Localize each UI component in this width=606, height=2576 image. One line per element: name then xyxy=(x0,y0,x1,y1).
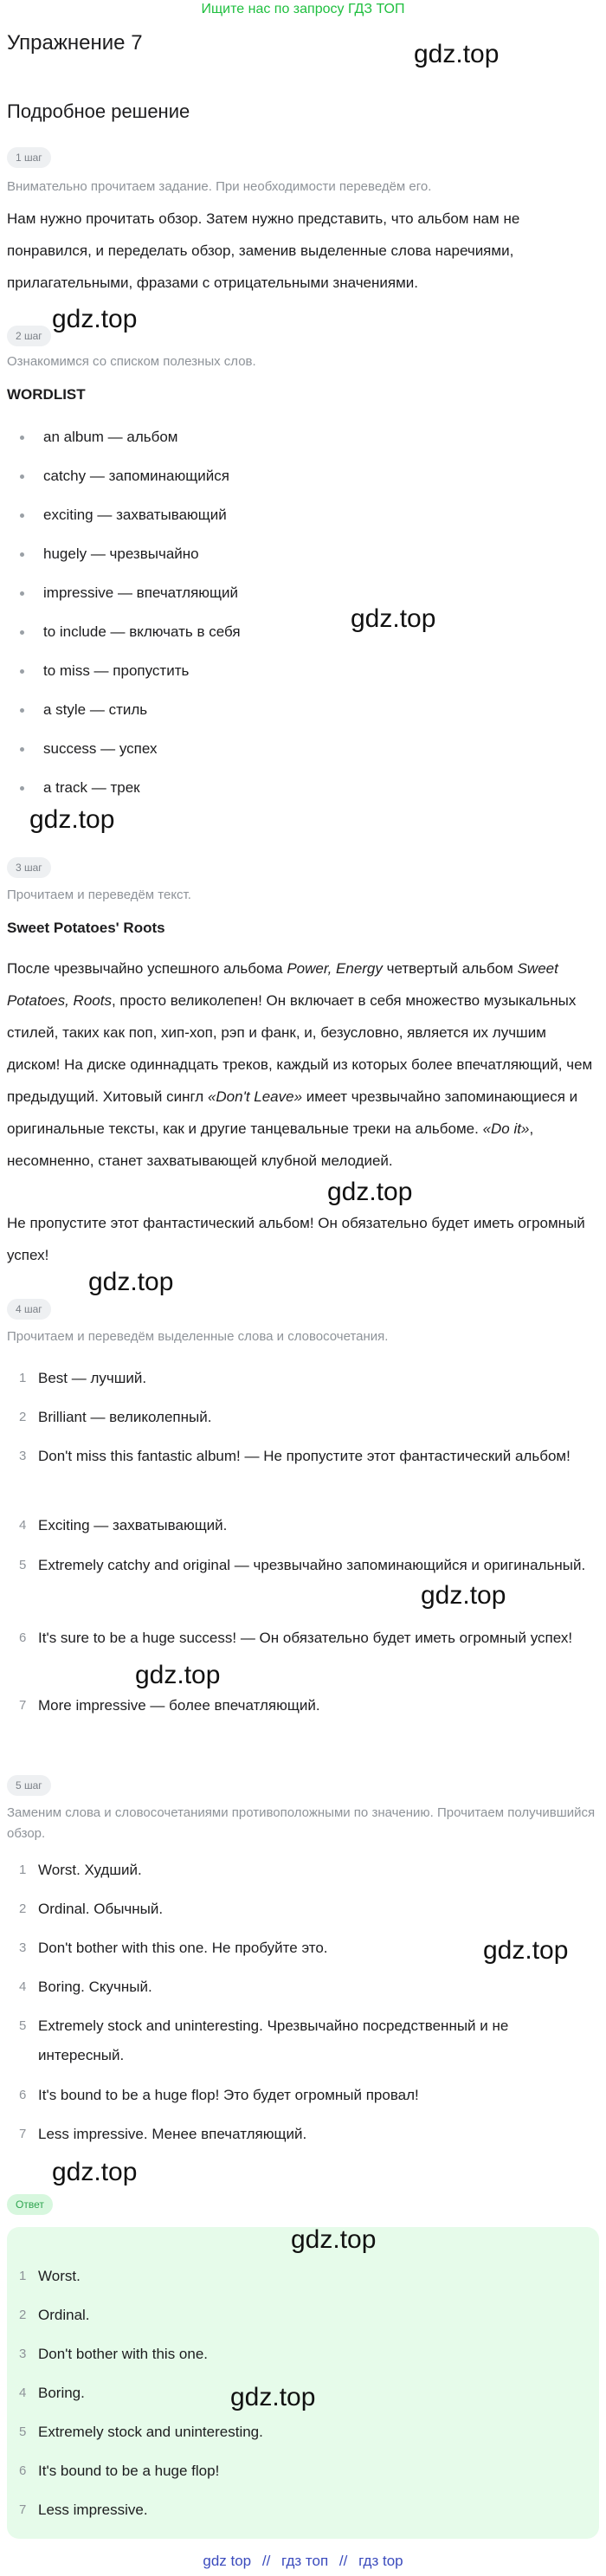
step-2-chip: 2 шаг xyxy=(7,326,51,346)
list-item: 3 Don't bother with this one. xyxy=(19,2346,209,2362)
list-item: 6 It's sure to be a huge success! — Он обязательно будет иметь огромный успех! xyxy=(19,1630,573,1646)
footer-links xyxy=(0,2553,606,2570)
list-item: 7 Less impressive. Менее впечатляющий. xyxy=(19,2126,307,2142)
bullet-icon xyxy=(20,747,24,752)
list-item: impressive — впечатляющий xyxy=(7,582,526,604)
review-title: Sweet Potatoes' Roots xyxy=(7,920,165,936)
list-item: an album — альбом xyxy=(7,426,526,449)
watermark: gdz.top xyxy=(52,2158,138,2186)
watermark: gdz.top xyxy=(327,1178,413,1206)
watermark: gdz.top xyxy=(414,40,500,68)
list-item: 5 Extremely stock and uninteresting. xyxy=(19,2424,263,2440)
bullet-icon xyxy=(20,475,24,479)
list-item: 1 Worst. Худший. xyxy=(19,1862,142,1878)
footer-link[interactable]: гдз top xyxy=(358,2553,403,2569)
list-item: hugely — чрезвычайно xyxy=(7,543,526,565)
bullet-icon xyxy=(20,436,24,440)
list-item: 6 It's bound to be a huge flop! xyxy=(19,2463,220,2479)
list-item: catchy — запоминающийся xyxy=(7,465,526,487)
bullet-icon xyxy=(20,708,24,713)
footer-separator: // xyxy=(261,2553,271,2569)
bullet-icon xyxy=(20,513,24,518)
list-item: to miss — пропустить xyxy=(7,660,526,682)
bullet-icon xyxy=(20,786,24,791)
step-3-note: Прочитаем и переведём текст. xyxy=(7,888,191,902)
list-item: 5 Extremely catchy and original — чрезвычайно запоминающийся и оригинальный. xyxy=(19,1557,586,1573)
step-1-chip: 1 шаг xyxy=(7,147,51,168)
page-title: Упражнение 7 xyxy=(7,31,143,55)
step-5-chip: 5 шаг xyxy=(7,1775,51,1796)
watermark: gdz.top xyxy=(291,2225,377,2254)
list-item: 3 Don't miss this fantastic album! — Не пропустите этот фантастический альбом! xyxy=(19,1448,571,1464)
list-item: to include — включать в себя xyxy=(7,621,526,643)
list-item: 7 More impressive — более впечатляющий. xyxy=(19,1697,320,1714)
step-4-chip: 4 шаг xyxy=(7,1299,51,1320)
list-item: a style — стиль xyxy=(7,699,526,721)
watermark: gdz.top xyxy=(88,1268,174,1296)
watermark: gdz.top xyxy=(230,2383,316,2411)
bullet-icon xyxy=(20,630,24,635)
step-1-note: Внимательно прочитаем задание. При необходимости переведём его. xyxy=(7,179,432,194)
watermark: gdz.top xyxy=(29,805,115,834)
list-item: 4 Boring. Скучный. xyxy=(19,1979,152,1995)
step-3-chip: 3 шаг xyxy=(7,857,51,878)
answer-chip: Ответ xyxy=(7,2194,53,2215)
top-banner[interactable]: Ищите нас по запросу ГДЗ ТОП xyxy=(201,2,405,16)
list-item: success — успех xyxy=(7,738,526,760)
bullet-icon xyxy=(20,552,24,557)
list-item: 6 It's bound to be a huge flop! Это будет огромный провал! xyxy=(19,2087,419,2103)
list-item: 5 Extremely stock and uninteresting. Чрезвычайно посредственный и не интересный. xyxy=(19,2018,509,2063)
footer-link[interactable]: гдз топ xyxy=(281,2553,329,2569)
list-item: 4 Exciting — захватывающий. xyxy=(19,1517,228,1533)
bullet-icon xyxy=(20,591,24,596)
list-item: 7 Less impressive. xyxy=(19,2502,148,2518)
bullet-icon xyxy=(20,669,24,674)
list-item: exciting — захватывающий xyxy=(7,504,526,526)
list-item: 2 Ordinal. Обычный. xyxy=(19,1901,164,1917)
review-paragraph: После чрезвычайно успешного альбома Power, Energy четвертый альбом Sweet Potatoes, Roots, просто великолепен! Он включает в себя множество музыкальных стилей, таких как поп, хип-хоп, рэп и фанк, и, безусловно, является их лучшим диском! На диске одиннадцать треков, каждый из которых более впечатляющий, чем предыдущий. Хитовый сингл «Don't Leave» имеет чрезвычайно запоминающиеся и оригинальные тексты, как и другие танцевальные треки на альбоме. «Do it», несомненно, станет захватывающей клубной мелодией. xyxy=(7,960,593,1169)
solution-heading: Подробное решение xyxy=(7,100,190,122)
watermark: gdz.top xyxy=(421,1581,506,1610)
watermark: gdz.top xyxy=(351,604,436,633)
list-item: 4 Boring. xyxy=(19,2385,85,2401)
step-5-note: Заменим слова и словосочетаниями противоположными по значению. Прочитаем получившийся обзор. xyxy=(7,1805,596,1841)
list-item: 1 Best — лучший. xyxy=(19,1370,147,1386)
step-2-note: Ознакомимся со списком полезных слов. xyxy=(7,354,256,369)
list-item: a track — трек xyxy=(7,777,526,799)
watermark: gdz.top xyxy=(135,1661,221,1689)
list-item: 3 Don't bother with this one. Не пробуйте это. xyxy=(19,1940,328,1956)
footer-link[interactable]: gdz top xyxy=(203,2553,252,2569)
step-1-text: Нам нужно прочитать обзор. Затем нужно представить, что альбом нам не понравился, и переделать обзор, заменив выделенные слова наречиями, прилагательными, фразами с отрицательными значениями. xyxy=(7,210,520,291)
step-4-note: Прочитаем и переведём выделенные слова и словосочетания. xyxy=(7,1329,389,1344)
list-item: 2 Brilliant — великолепный. xyxy=(19,1409,212,1425)
list-item: 1 Worst. xyxy=(19,2268,81,2284)
wordlist-heading: WORDLIST xyxy=(7,386,86,403)
review-paragraph-2: Не пропустите этот фантастический альбом! Он обязательно будет иметь огромный успех! xyxy=(7,1215,585,1263)
watermark: gdz.top xyxy=(52,305,138,333)
footer-separator: // xyxy=(338,2553,348,2569)
watermark: gdz.top xyxy=(483,1936,569,1965)
list-item: 2 Ordinal. xyxy=(19,2307,90,2323)
